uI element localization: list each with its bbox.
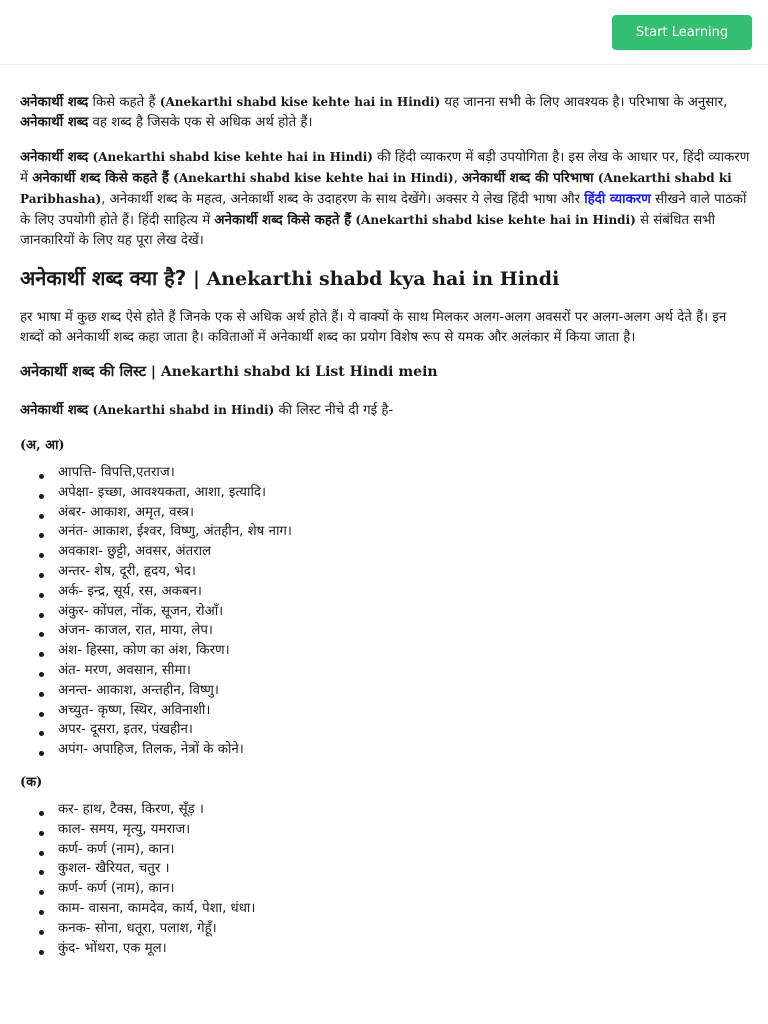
section-heading-list: अनेकार्थी शब्द की लिस्ट | Anekarthi shabd ki List Hindi mein bbox=[20, 364, 438, 380]
usage-paragraph: अनेकार्थी शब्द (Anekarthi shabd kise kehte hai in Hindi) की हिंदी व्याकरण में बड़ी उपयोगिता है। इस लेख के आधार पर, हिंदी व्याकरण में अनेकार्थी शब्द किसे कहते हैं (Anekarthi shabd kise kehte hai in Hindi), अनेकार्थी शब्द की परिभाषा (Anekarthi shabd ki Paribhasha), अनेकार्थी शब्द के महत्व, अनेकार्थी शब्द के उदाहरण के साथ देखेंगे। अक्सर ये लेख हिंदी भाषा और हिंदी व्याकरण सीखने वाले पाठकों के लिए उपयोगी होते हैं। हिंदी साहित्य में अनेकार्थी शब्द किसे कहते हैं (Anekarthi shabd kise kehte hai in Hindi) से संबंधित सभी जानकारियों के लिए यह पूरा लेख देखें। bbox=[20, 150, 750, 248]
list-item: कर- हाथ, टैक्स, किरण, सूँड़ । bbox=[58, 800, 750, 820]
list-item: अंश- हिस्सा, कोण का अंश, किरण। bbox=[58, 641, 750, 661]
list-item: कुंद- भोंथरा, एक मूल। bbox=[58, 939, 750, 959]
list-item: अच्युत- कृष्ण, स्थिर, अविनाशी। bbox=[58, 701, 750, 721]
list-item: कर्ण- कर्ण (नाम), कान। bbox=[58, 840, 750, 860]
list-item: अंकुर- कोंपल, नोंक, सूजन, रोआँ। bbox=[58, 602, 750, 622]
top-navbar bbox=[0, 0, 768, 65]
list-intro-paragraph: अनेकार्थी शब्द (Anekarthi shabd in Hindi) की लिस्ट नीचे दी गई है- bbox=[20, 403, 394, 418]
list-item: काम- वासना, कामदेव, कार्य, पेशा, धंधा। bbox=[58, 899, 750, 919]
list-item: कनक- सोना, धतूरा, पलाश, गेहूँ। bbox=[58, 919, 750, 939]
list-item: अंबर- आकाश, अमृत, वस्त्र। bbox=[58, 503, 750, 523]
definition-paragraph: हर भाषा में कुछ शब्द ऐसे होते हैं जिनके एक से अधिक अर्थ होते हैं। ये वाक्यों के साथ मिलकर अलग-अलग अवसरों पर अलग-अलग अर्थ देते हैं। इन शब्दों को अनेकार्थी शब्द कहा जाता है। कविताओं में अनेकार्थी शब्द का प्रयोग विशेष रूप से यमक और अलंकार में किया जाता है। bbox=[20, 310, 727, 345]
term-anekarthi: अनेकार्थी शब्द bbox=[20, 95, 89, 110]
list-item: अवकाश- छुट्टी, अवसर, अंतराल bbox=[58, 542, 750, 562]
list-item: अंत- मरण, अवसान, सीमा। bbox=[58, 661, 750, 681]
start-learning-button[interactable]: Start Learning bbox=[612, 15, 752, 50]
list-item: अन्तर- शेष, दूरी, हृदय, भेद। bbox=[58, 562, 750, 582]
group-heading-a: (अ, आ) bbox=[20, 438, 65, 453]
list-item: काल- समय, मृत्यु, यमराज। bbox=[58, 820, 750, 840]
list-item: अनन्त- आकाश, अन्तहीन, विष्णु। bbox=[58, 681, 750, 701]
hindi-grammar-link[interactable]: हिंदी व्याकरण bbox=[584, 192, 651, 207]
word-list-ka bbox=[20, 800, 750, 958]
section-heading-what-is: अनेकार्थी शब्द क्या है? | Anekarthi shabd kya hai in Hindi bbox=[20, 266, 560, 290]
list-item: कर्ण- कर्ण (नाम), कान। bbox=[58, 879, 750, 899]
article-content bbox=[20, 92, 750, 970]
list-item: अंजन- काजल, रात, माया, लेप। bbox=[58, 621, 750, 641]
group-heading-ka: (क) bbox=[20, 774, 43, 790]
intro-paragraph: अनेकार्थी शब्द किसे कहते हैं (Anekarthi shabd kise kehte hai in Hindi) यह जानना सभी के लिए आवश्यक है। परिभाषा के अनुसार, अनेकार्थी शब्द वह शब्द है जिसके एक से अधिक अर्थ होते हैं। bbox=[20, 95, 728, 130]
list-item: अपेक्षा- इच्छा, आवश्यकता, आशा, इत्यादि। bbox=[58, 483, 750, 503]
list-item: कुशल- खैरियत, चतुर । bbox=[58, 859, 750, 879]
word-list-a bbox=[20, 463, 750, 760]
list-item: अनंत- आकाश, ईश्वर, विष्णु, अंतहीन, शेष नाग। bbox=[58, 522, 750, 542]
list-item: अपर- दूसरा, इतर, पंखहीन। bbox=[58, 720, 750, 740]
list-item: अर्क- इन्द्र, सूर्य, रस, अकबन। bbox=[58, 582, 750, 602]
list-item: आपत्ति- विपत्ति,एतराज। bbox=[58, 463, 750, 483]
list-item: अपंग- अपाहिज, तिलक, नेत्रों के कोने। bbox=[58, 740, 750, 760]
